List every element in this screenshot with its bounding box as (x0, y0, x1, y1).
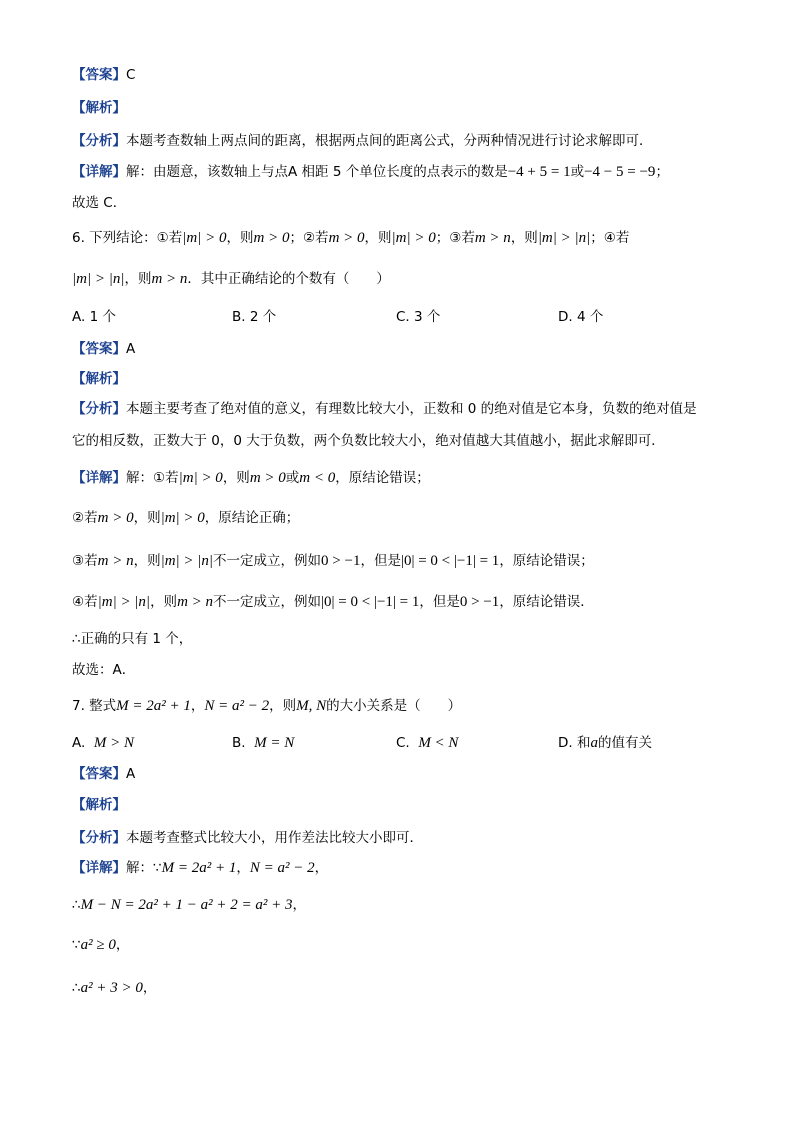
analysis-label: 【解析】 (72, 797, 126, 813)
math-expression: |m| > 0 (178, 470, 223, 486)
answer-label: 【答案】 (72, 67, 126, 83)
detail-text: ，则 (222, 470, 250, 486)
q5-answer-line (72, 66, 135, 84)
math-expression: |0| = 0 < |−1| = 1 (321, 594, 420, 610)
option-a (72, 734, 134, 752)
answer-label: 【答案】 (72, 766, 126, 782)
choose-text: 故选 C． (72, 195, 127, 211)
math-expression: m > n (177, 594, 214, 610)
q6-fenxi-line2 (72, 432, 665, 450)
q7-analysis-label (72, 796, 126, 814)
option-label: 的值有关 (597, 735, 652, 751)
q6-answer-line (72, 340, 135, 358)
option-b: B. 2 个 (232, 309, 277, 325)
detail-label: 【详解】 (72, 470, 126, 486)
option-c (396, 734, 458, 752)
math-expression: |0| = 0 < |−1| = 1 (400, 553, 500, 569)
fenxi-label: 【分析】 (72, 133, 126, 149)
math-expression: m > 0 (253, 230, 290, 246)
q6-choose-line (72, 661, 135, 679)
math-expression: m > 0 (249, 470, 286, 486)
detail-label: 【详解】 (72, 860, 126, 876)
math-expression: N = a² − 2 (204, 698, 270, 714)
math-expression: m > 0 (328, 230, 365, 246)
q6-detail-line1 (72, 469, 430, 487)
q6-detail-line4 (72, 593, 594, 611)
math-expression: m < 0 (299, 470, 336, 486)
detail-text: ，原结论正确； (204, 510, 300, 526)
answer-label: 【答案】 (72, 341, 126, 357)
fenxi-label: 【分析】 (72, 401, 126, 417)
stem-text: 6. 下列结论：①若 (72, 230, 183, 246)
math-expression: a² ≥ 0 (80, 937, 116, 953)
q7-detail-line2 (72, 896, 306, 914)
fenxi-text: 它的相反数，正数大于 0，0 大于负数，两个负数比较大小，绝对值越大其值越小，据此求解即可． (72, 433, 665, 449)
choose-text: 故选：A． (72, 662, 136, 678)
stem-text: ；④若 (590, 230, 630, 246)
q7-detail-line3 (72, 936, 129, 954)
stem-text: ．其中正确结论的个数有（ ） (187, 271, 390, 287)
math-expression: |m| > |n| (97, 594, 151, 610)
math-expression: |m| > |n| (537, 230, 591, 246)
option-a: A. 1 个 (72, 309, 116, 325)
detail-text: ，原结论错误； (335, 470, 430, 486)
detail-text: ， (314, 860, 329, 876)
q6-detail-line3 (72, 552, 594, 570)
q7-detail-line1 (72, 859, 328, 877)
q5-fenxi-line (72, 132, 653, 150)
fenxi-text: 本题考查整式比较大小，用作差法比较大小即可． (126, 830, 423, 846)
option-d (558, 734, 652, 752)
math-expression: M < N (418, 735, 459, 751)
math-expression: M = N (254, 735, 295, 751)
fenxi-text: 本题考查数轴上两点间的距离，根据两点间的距离公式，分两种情况进行讨论求解即可． (126, 133, 653, 149)
detail-text: ，但是 (360, 553, 401, 569)
q7-fenxi-line (72, 829, 423, 847)
math-expression: m > n (474, 230, 511, 246)
q5-analysis-label (72, 99, 126, 117)
math-expression: N = a² − 2 (249, 860, 315, 876)
math-expression: M − N = 2a² + 1 − a² + 2 = a² + 3 (80, 897, 293, 913)
stem-text: ， (190, 698, 205, 714)
detail-text: ，但是 (419, 594, 460, 610)
stem-text: ，则 (124, 271, 152, 287)
math-expression: −4 − 5 = −9 (584, 164, 656, 180)
detail-text: ∵ (72, 937, 81, 953)
option-d: D. 4 个 (558, 309, 604, 325)
math-expression: M > N (93, 735, 135, 751)
q6-analysis-label (72, 370, 126, 388)
detail-text: 解：∵ (126, 860, 162, 876)
q5-choose-line (72, 194, 126, 212)
detail-text: 解：①若 (126, 470, 179, 486)
math-expression: |m| > 0 (182, 230, 227, 246)
answer-value: A (126, 341, 136, 357)
q7-answer-line (72, 765, 135, 783)
q7-detail-line4 (72, 979, 156, 997)
option-label: B. (232, 735, 246, 751)
q7-stem-line (72, 697, 461, 715)
math-expression: 0 > −1 (459, 594, 500, 610)
detail-text: ， (142, 980, 157, 996)
math-expression: |m| > 0 (391, 230, 436, 246)
answer-value: C (126, 67, 136, 83)
option-label: A. (72, 735, 86, 751)
detail-text: ②若 (72, 510, 98, 526)
math-expression: |m| > |n| (72, 271, 125, 287)
option-b (232, 734, 294, 752)
detail-text: ； (655, 164, 669, 180)
detail-text: ，原结论错误． (499, 594, 594, 610)
detail-text: ， (236, 860, 250, 876)
math-expression: M, N (296, 698, 327, 714)
analysis-label: 【解析】 (72, 371, 126, 387)
math-expression: m > 0 (97, 510, 134, 526)
math-expression: a² + 3 > 0 (80, 980, 143, 996)
stem-text: ，则 (269, 698, 297, 714)
q6-stem-line2 (72, 270, 390, 288)
stem-text: ；②若 (289, 230, 329, 246)
math-expression: |m| > 0 (160, 510, 205, 526)
math-expression: |m| > |n| (160, 553, 214, 569)
detail-text: ， (292, 897, 306, 913)
detail-text: ，则 (133, 510, 161, 526)
q6-therefore-line (72, 630, 192, 648)
stem-text: ；③若 (435, 230, 475, 246)
math-expression: m > n (97, 553, 134, 569)
math-expression: M = 2a² + 1 (116, 698, 191, 714)
stem-text: ，则 (226, 230, 254, 246)
detail-text: ，则 (150, 594, 178, 610)
stem-text: ，则 (364, 230, 392, 246)
detail-text: 不一定成立，例如 (213, 594, 322, 610)
analysis-label: 【解析】 (72, 100, 126, 116)
stem-text: 的大小关系是（ ） (326, 698, 462, 714)
stem-text: 7. 整式 (72, 698, 117, 714)
detail-text: ， (115, 937, 130, 953)
math-expression: −4 + 5 = 1 (507, 164, 571, 180)
option-label: C. (396, 735, 410, 751)
detail-text: ∴ (72, 897, 81, 913)
q6-stem-line1 (72, 229, 629, 247)
stem-text: ，则 (510, 230, 538, 246)
math-expression: 0 > −1 (321, 553, 361, 569)
detail-label: 【详解】 (72, 164, 126, 180)
detail-text: ∴正确的只有 1 个， (72, 631, 193, 647)
detail-text: ∴ (72, 980, 81, 996)
detail-text: 解：由题意，该数轴上与点A 相距 5 个单位长度的点表示的数是 (126, 164, 508, 180)
detail-text: 或 (285, 470, 300, 486)
detail-text: ④若 (72, 594, 98, 610)
math-expression: m > n (151, 271, 188, 287)
fenxi-label: 【分析】 (72, 830, 126, 846)
option-label: D. 和 (558, 735, 591, 751)
answer-value: A (126, 766, 136, 782)
q6-fenxi-line1 (72, 400, 697, 418)
math-expression: M = 2a² + 1 (161, 860, 237, 876)
math-expression: a (590, 735, 598, 751)
q5-detail-line (72, 163, 669, 181)
q6-detail-line2 (72, 509, 299, 527)
option-c: C. 3 个 (396, 309, 441, 325)
detail-text: ③若 (72, 553, 98, 569)
detail-text: ，原结论错误； (499, 553, 594, 569)
detail-text: ，则 (133, 553, 161, 569)
fenxi-text: 本题主要考查了绝对值的意义，有理数比较大小，正数和 0 的绝对值是它本身，负数的绝对值是 (126, 401, 697, 417)
detail-text: 或 (570, 164, 585, 180)
detail-text: 不一定成立，例如 (213, 553, 322, 569)
